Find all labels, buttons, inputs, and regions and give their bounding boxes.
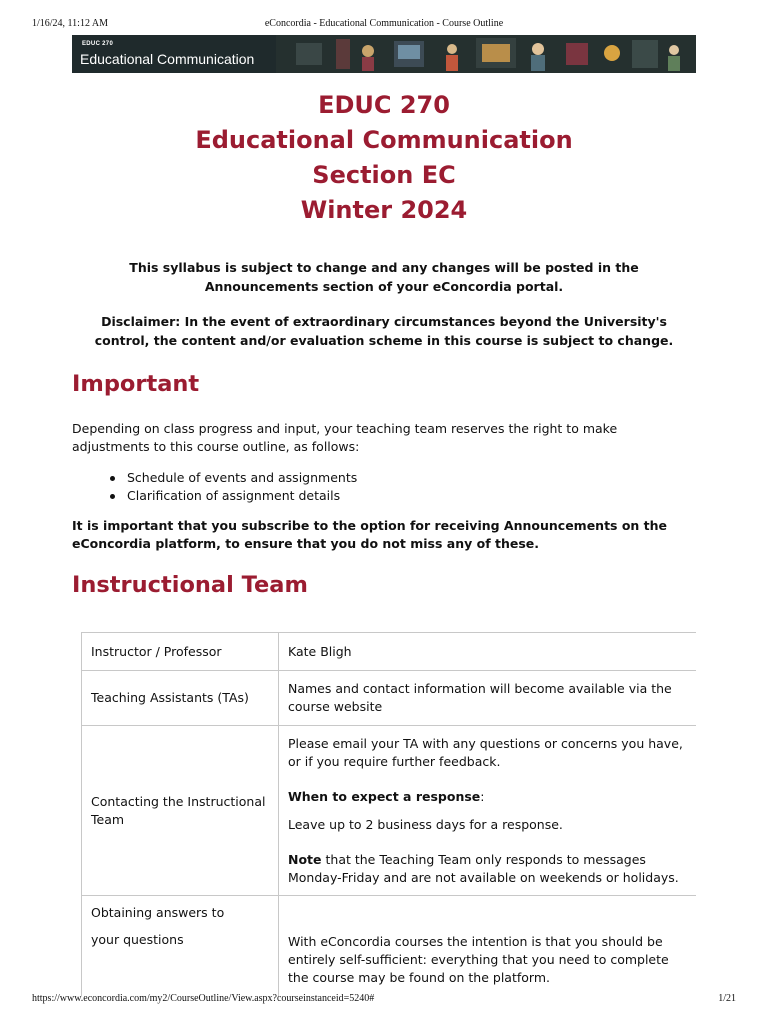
self-sufficiency-info: With eConcordia courses the intention is that you should be entirely self-sufficient: everything that you need to complete the course may be found on the platform. [279,896,697,996]
row-label: Instructor / Professor [82,633,279,671]
page-url: https://www.econcordia.com/my2/CourseOutline/View.aspx?courseinstanceid=5240# [32,993,375,1004]
print-datetime: 1/16/24, 11:12 AM [32,18,109,29]
disclaimer-notice: Disclaimer: In the event of extraordinary circumstances beyond the University's control, the content and/or evaluation scheme in this course is subject to change. [94,314,674,348]
table-row [82,726,697,896]
important-heading: Important [72,371,200,397]
page-number: 1/21 [718,993,736,1004]
banner-course-name: Educational Communication [80,51,255,67]
banner-course-code: EDUC 270 [82,41,114,47]
response-time: Leave up to 2 business days for a response. [288,816,563,832]
table-row [82,671,697,726]
print-document-title: eConcordia - Educational Communication - Course Outline [264,18,504,29]
course-banner [72,35,696,73]
adjustments-list [108,469,357,505]
instructional-team-heading: Instructional Team [72,572,308,598]
instructor-name: Kate Bligh [279,633,697,671]
course-name-title: Educational Communication [195,126,573,154]
important-intro: Depending on class progress and input, your teaching team reserves the right to make adjustments to this course outline, as follows: [72,421,618,454]
banner-illustration [276,35,696,73]
subscribe-notice: It is important that you subscribe to the option for receiving Announcements on the eConcordia platform, to ensure that you do not miss any of these. [72,518,668,551]
course-code-title: EDUC 270 [318,91,450,119]
response-time-label: When to expect a response: [288,788,485,804]
instructional-team-table [81,632,696,996]
section-title: Section EC [312,161,456,189]
syllabus-change-notice: This syllabus is subject to change and any changes will be posted in the Announcements section of your eConcordia portal. [129,260,639,294]
email-instructions: Please email your TA with any questions or concerns you have, or if you require further feedback. [288,735,683,769]
term-title: Winter 2024 [300,196,468,224]
list-item: Clarification of assignment details [108,487,357,505]
course-title-block [72,88,696,228]
table-row [82,896,697,996]
print-footer [32,993,736,1007]
table-row [82,633,697,671]
contact-details [279,726,697,896]
row-label: Contacting the Instructional Team [82,726,279,896]
availability-note: Note that the Teaching Team only responds to messages Monday-Friday and are not available on weekends or holidays. [288,851,679,885]
row-label: Teaching Assistants (TAs) [82,671,279,726]
row-label: Obtaining answers to your questions [82,896,279,996]
print-header [32,18,736,32]
ta-info: Names and contact information will become available via the course website [279,671,697,726]
list-item: Schedule of events and assignments [108,469,357,487]
